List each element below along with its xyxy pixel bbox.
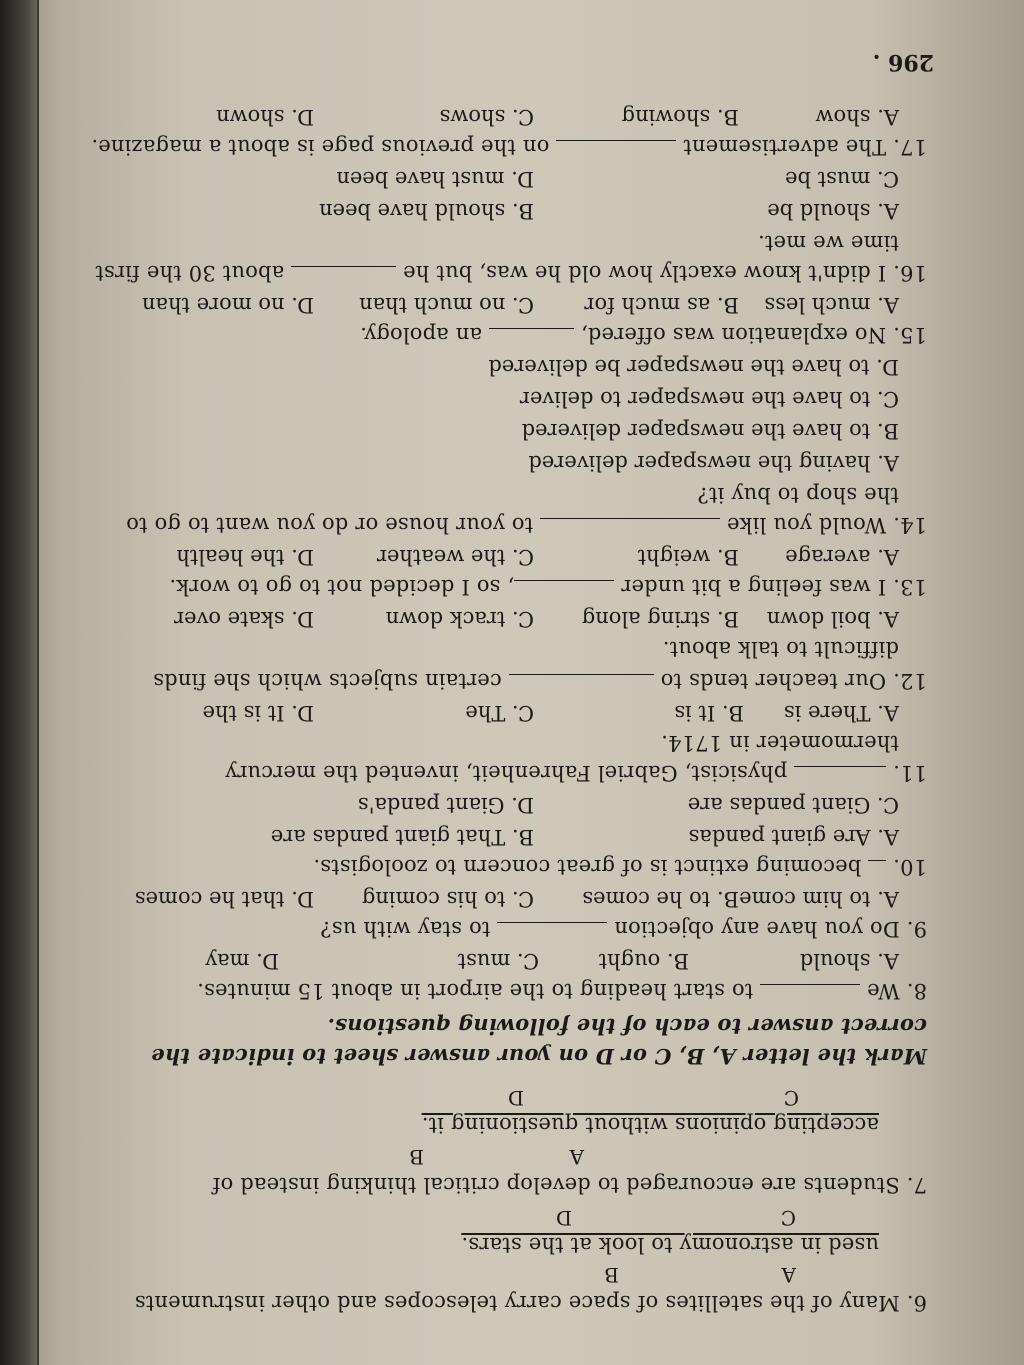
q6-stem-2: used in astronomy to look at the stars. bbox=[461, 1233, 879, 1257]
q10-stem: 10. becoming extinct is of great concern to zoologists. bbox=[313, 855, 927, 879]
q12-option-d[interactable]: D. skate over bbox=[174, 607, 314, 631]
q11-option-b[interactable]: B. It is bbox=[674, 701, 744, 725]
q8-option-a[interactable]: A. should bbox=[799, 949, 899, 973]
q6-label-d: D bbox=[555, 1206, 572, 1230]
q12-option-c[interactable]: C. track down bbox=[385, 607, 534, 631]
q13-option-b[interactable]: B. weight bbox=[637, 545, 739, 569]
q9-stem: 9. Do you have any objection to stay with us? bbox=[320, 917, 927, 941]
q13-option-d[interactable]: D. the health bbox=[176, 545, 314, 569]
q8-option-b[interactable]: B. ought bbox=[598, 949, 689, 973]
q6-label-a: A bbox=[781, 1263, 796, 1287]
q8-option-c[interactable]: C. must bbox=[457, 949, 539, 973]
q12-option-b[interactable]: B. string along bbox=[581, 607, 739, 631]
q17-stem: 17. The advertisement on the previous page is about a magazine. bbox=[91, 135, 927, 159]
q11-stem: 11. physicist, Gabriel Fahrenheit, invented the mercury bbox=[225, 761, 927, 785]
q11-option-c[interactable]: C. The bbox=[465, 701, 534, 725]
q7-stem-2: accepting opinions without questioning it. bbox=[421, 1113, 879, 1137]
q7-label-d: D bbox=[507, 1086, 524, 1110]
q15-stem: 15. No explanation was offered, an apology. bbox=[360, 323, 927, 347]
q13-option-c[interactable]: C. the weather bbox=[376, 545, 534, 569]
q9-option-d[interactable]: D. that he comes bbox=[134, 887, 314, 911]
q14-option-d[interactable]: D. to have the newspaper be delivered bbox=[488, 355, 899, 379]
q7-label-c: C bbox=[783, 1086, 799, 1110]
q13-stem: 13. I was feeling a bit under , so I decided not to go to work. bbox=[169, 575, 927, 599]
q17-option-d[interactable]: D. shown bbox=[216, 105, 314, 129]
q7-stem: 7. Students are encouraged to develop critical thinking instead of bbox=[212, 1173, 927, 1197]
q14-stem-2: the shop to buy it? bbox=[697, 483, 899, 507]
q11-option-d[interactable]: D. It is the bbox=[202, 701, 314, 725]
margin-rule bbox=[37, 0, 39, 1365]
q7-label-a: A bbox=[569, 1145, 584, 1169]
q15-option-c[interactable]: C. no much than bbox=[359, 293, 534, 317]
q6-label-c: C bbox=[780, 1206, 796, 1230]
q9-option-b[interactable]: B. to he comes bbox=[582, 887, 739, 911]
q9-option-c[interactable]: C. to his coming bbox=[361, 887, 534, 911]
q15-option-d[interactable]: D. no more than bbox=[142, 293, 314, 317]
q9-option-a[interactable]: A. to him come bbox=[739, 887, 899, 911]
q15-option-b[interactable]: B. as much for bbox=[584, 293, 739, 317]
q12-stem-2: difficult to talk about. bbox=[662, 637, 899, 661]
q15-option-a[interactable]: A. much less bbox=[764, 293, 899, 317]
q10-option-a[interactable]: A. Are giant pandas bbox=[688, 825, 899, 849]
q16-stem: 16. I didn't know exactly how old he was, but he about 30 the first bbox=[95, 261, 927, 285]
q14-option-c[interactable]: C. to have the newspaper to deliver bbox=[519, 387, 899, 411]
q8-option-d[interactable]: D. may bbox=[205, 949, 279, 973]
q16-stem-2: time we met. bbox=[757, 231, 899, 255]
q6-stem: 6. Many of the satellites of space carry telescopes and other instruments bbox=[134, 1291, 927, 1315]
q12-option-a[interactable]: A. boil down bbox=[766, 607, 899, 631]
q16-option-c[interactable]: C. must be bbox=[785, 167, 899, 191]
instruction-line-1: Mark the letter A, B, C or D on your answer sheet to indicate the bbox=[151, 1044, 927, 1069]
q16-option-b[interactable]: B. should have been bbox=[319, 199, 534, 223]
q10-option-c[interactable]: C. Giant pandas are bbox=[687, 793, 899, 817]
q14-option-a[interactable]: A. having the newspaper delivered bbox=[528, 451, 899, 475]
page-number: 296 . bbox=[872, 49, 934, 75]
q7-label-b: B bbox=[409, 1145, 424, 1169]
q14-option-b[interactable]: B. to have the newspaper delivered bbox=[521, 419, 899, 443]
q17-option-a[interactable]: A. show bbox=[815, 105, 899, 129]
q8-stem: 8. We to start heading to the airport in about 15 minutes. bbox=[196, 979, 927, 1003]
q11-stem-2: thermometer in 1714. bbox=[661, 731, 899, 755]
instruction-line-2: correct answer to each of the following questions. bbox=[327, 1014, 927, 1039]
q13-option-a[interactable]: A. average bbox=[785, 545, 899, 569]
q14-stem: 14. Would you like to your house or do you want to go to bbox=[126, 513, 927, 537]
q16-option-d[interactable]: D. must have been bbox=[336, 167, 534, 191]
q16-option-a[interactable]: A. should be bbox=[767, 199, 899, 223]
q11-option-a[interactable]: A. There is bbox=[783, 701, 899, 725]
q10-option-b[interactable]: B. That giant pandas are bbox=[270, 825, 534, 849]
q10-option-d[interactable]: D. Giant panda's bbox=[357, 793, 534, 817]
q17-option-b[interactable]: B. showing bbox=[621, 105, 739, 129]
q12-stem: 12. Our teacher tends to certain subjects which she finds bbox=[153, 669, 927, 693]
q6-label-b: B bbox=[604, 1263, 619, 1287]
q17-option-c[interactable]: C. shows bbox=[439, 105, 534, 129]
